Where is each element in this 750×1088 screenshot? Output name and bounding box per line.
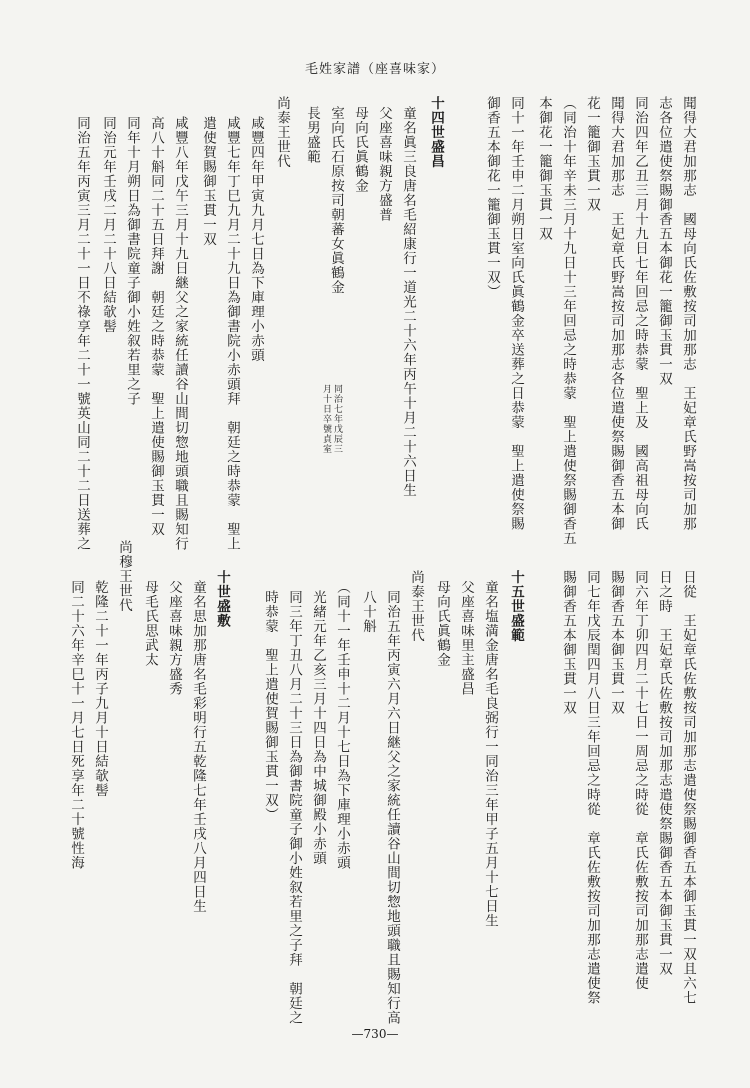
- text-column: 父座喜味親方盛秀: [166, 580, 182, 696]
- text-column: 高八十斛同二十五日拜謝 朝廷之時恭蒙 聖上遣使賜御玉貫一双: [148, 116, 164, 537]
- text-column: 八十斛: [360, 590, 376, 634]
- text-column: 同治元年壬戌二月二十八日結欹髻: [100, 116, 116, 334]
- text-column: 賜御香五本御玉貫一双: [560, 570, 576, 715]
- text-column: 父座喜味里主盛昌: [458, 580, 474, 696]
- text-column: 聞得大君加那志 王妃章氏野嵩按司加那志各位遣使祭賜御香五本御: [608, 96, 624, 531]
- text-column: 父座喜味親方盛普: [376, 106, 392, 222]
- page-header: 毛姓家譜（座喜味家）: [304, 62, 445, 77]
- marginal-note-line: 同治七年戊辰三: [332, 384, 342, 454]
- text-column: 時恭蒙 聖上遣使賀賜御玉貫一双）: [262, 590, 278, 822]
- text-column: 室向氏石原按司朝蕃女眞鶴金: [328, 106, 344, 295]
- page-number: —730—: [351, 1027, 399, 1041]
- text-column: 光緒元年乙亥三月十四日為中城御殿小赤頭: [310, 590, 326, 866]
- text-column: 童名思加那唐名毛彩明行五乾隆七年壬戌八月四日生: [190, 580, 206, 914]
- text-column: 賜御香五本御玉貫一双: [608, 570, 624, 715]
- text-column: 咸豐八年戊午三月十九日継父之家統任讀谷山間切惣地頭職且賜知行: [172, 116, 188, 551]
- text-column: 同治五年丙寅六月六日継父之家統任讀谷山間切惣地頭職且賜知行高: [384, 590, 400, 1025]
- text-column: 同十一年壬申二月朔日室向氏眞鶴金卒送葬之日恭蒙 聖上遣使祭賜: [508, 96, 524, 531]
- text-column: 花一籠御玉貫一双: [584, 96, 600, 212]
- text-column: 母向氏眞鶴金: [352, 106, 368, 193]
- text-column: 尚穆王世代: [116, 540, 132, 613]
- text-column: 母向氏眞鶴金: [434, 580, 450, 667]
- text-column: 咸豐四年甲寅九月七日為下庫理小赤頭: [248, 116, 264, 363]
- text-column: 御香五本御花一籠御玉貫一双）: [484, 96, 500, 299]
- marginal-note-line: 月十日卒號貞室: [321, 384, 331, 454]
- text-column: 長男盛範: [304, 106, 320, 164]
- section-heading: 十五世盛範: [508, 570, 524, 643]
- text-column: （同十一年壬申十二月十七日為下庫理小赤頭: [334, 580, 350, 870]
- text-column: 童名塩満金唐名毛良弼行一同治三年甲子五月十七日生: [482, 580, 498, 928]
- text-column: 母毛氏思武太: [142, 580, 158, 667]
- section-heading: 十世盛敷: [214, 570, 230, 628]
- text-column: 乾隆二十一年丙子九月十日結欹髻: [92, 580, 108, 798]
- marginal-note: [320, 384, 342, 454]
- text-column: 同二十六年辛巳十一月七日死享年二十號性海: [68, 580, 84, 870]
- text-column: 同七年戊辰閏四月八日三年回忌之時從 章氏佐敷按司加那志遣使祭: [584, 570, 600, 1005]
- text-column: 同六年丁卯四月二十七日一周忌之時從 章氏佐敷按司加那志遣使: [632, 570, 648, 991]
- text-column: 同年十月朔日為御書院童子御小姓叙若里之子: [124, 116, 140, 406]
- section-heading: 十四世盛昌: [428, 96, 444, 169]
- text-column: 志各位遣使祭賜御香五本御花一籠御玉貫一双: [656, 96, 672, 386]
- text-column: 日從 王妃章氏佐敷按司加那志遣使祭賜御香五本御玉貫一双且六七: [680, 570, 696, 1005]
- text-column: 咸豐七年丁巳九月二十九日為御書院小赤頭拜 朝廷之時恭蒙 聖上: [224, 116, 240, 551]
- text-column: 遣使賀賜御玉貫一双: [200, 116, 216, 247]
- text-column: 日之時 王妃章氏佐敷按司加那志遣使祭賜御香五本御玉貫一双: [656, 570, 672, 976]
- text-column: 童名眞三良唐名毛紹康行一道光二十六年丙午十月二十六日生: [400, 106, 416, 498]
- text-column: （同治十年辛未三月十九日十三年回忌之時恭蒙 聖上遣使祭賜御香五: [560, 96, 576, 546]
- text-column: 尚泰王世代: [274, 96, 290, 169]
- text-column: 同三年丁丑八月二十三日為御書院童子御小姓叙若里之子拜 朝廷之: [286, 590, 302, 1025]
- text-column: 同治五年丙寅三月二十一日不祿享年二十一號英山同二十二日送葬之: [74, 116, 90, 551]
- text-column: 本御花一籠御玉貫一双: [536, 96, 552, 241]
- text-column: 聞得大君加那志 國母向氏佐敷按司加那志 王妃章氏野嵩按司加那: [680, 96, 696, 531]
- text-column: 尚泰王世代: [408, 570, 424, 643]
- text-column: 同治四年乙丑三月十九日七年回忌之時恭蒙 聖上及 國高祖母向氏: [632, 96, 648, 531]
